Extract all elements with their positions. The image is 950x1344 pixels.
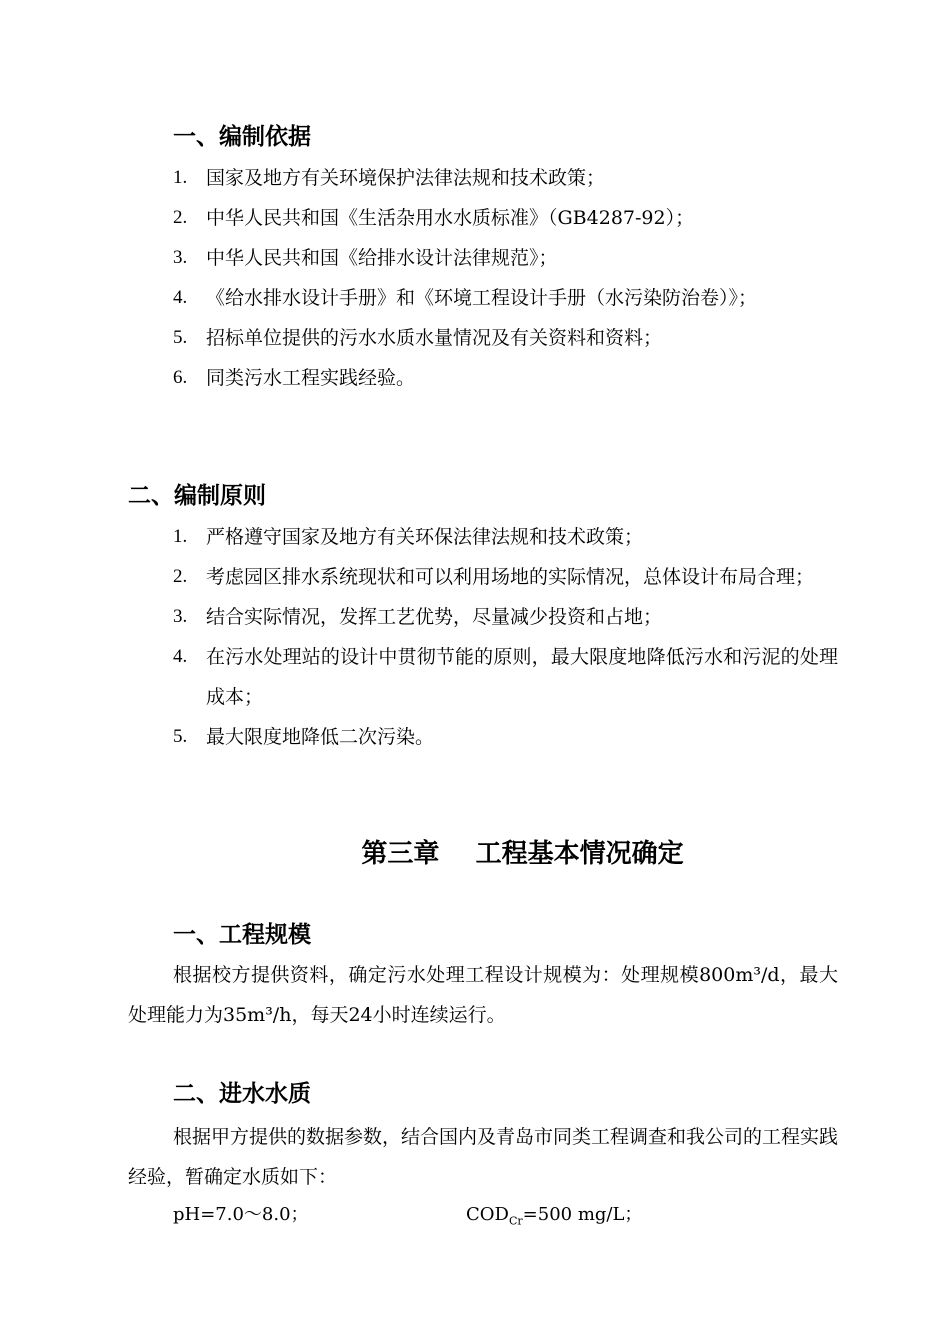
cod-label: COD: [466, 1204, 509, 1225]
scale-paragraph: 根据校方提供资料，确定污水处理工程设计规模为：处理规模800m³/d，最大处理能力为35m³/h，每天24小时连续运行。: [128, 964, 838, 1026]
section-heading-scale: 一、工程规模: [173, 922, 311, 948]
water-quality-paragraph: 根据甲方提供的数据参数，结合国内及青岛市同类工程调查和我公司的工程实践经验，暂确定水质如下：: [128, 1126, 839, 1188]
list-text: 在污水处理站的设计中贯彻节能的原则，最大限度地降低污水和污泥的处理成本；: [206, 646, 838, 708]
cod-number: =500 mg/L；: [522, 1204, 643, 1225]
list-number: 2.: [173, 207, 188, 228]
section-heading-water-quality: 二、进水水质: [173, 1081, 311, 1107]
list-item: [173, 717, 838, 757]
list-text: 招标单位提供的污水水质水量情况及有关资料和资料；: [206, 327, 663, 349]
section-heading-basis: 一、编制依据: [173, 124, 311, 150]
list-item: [173, 637, 838, 717]
chapter-title: 第三章 工程基本情况确定: [361, 839, 684, 869]
list-item: [173, 198, 838, 238]
list-text: 同类污水工程实践经验。: [206, 367, 416, 389]
list-number: 1.: [173, 526, 188, 547]
list-number: 2.: [173, 566, 188, 587]
list-item: [173, 278, 838, 318]
principles-list: [173, 517, 838, 757]
list-number: 1.: [173, 167, 188, 188]
list-text: 国家及地方有关环境保护法律法规和技术政策；: [206, 167, 606, 189]
list-item: [173, 517, 838, 557]
ph-value: pH=7.0～8.0；: [173, 1204, 309, 1225]
list-number: 3.: [173, 606, 188, 627]
list-number: 3.: [173, 247, 188, 268]
list-number: 6.: [173, 367, 188, 388]
cod-value: [466, 1200, 642, 1237]
basis-list: [173, 158, 838, 398]
list-number: 5.: [173, 327, 188, 348]
list-text: 《给水排水设计手册》和《环境工程设计手册（水污染防治卷）》；: [206, 287, 758, 309]
list-text: 中华人民共和国《生活杂用水水质标准》（GB4287-92）；: [206, 207, 695, 229]
list-number: 4.: [173, 287, 188, 308]
list-item: [173, 358, 838, 398]
list-text: 最大限度地降低二次污染。: [206, 726, 435, 748]
list-text: 严格遵守国家及地方有关环保法律法规和技术政策；: [206, 526, 644, 548]
cod-subscript: Cr: [508, 1214, 523, 1228]
section-heading-principles: 二、编制原则: [128, 483, 266, 509]
list-number: 5.: [173, 726, 188, 747]
list-item: [173, 158, 838, 198]
list-text: 考虑园区排水系统现状和可以利用场地的实际情况，总体设计布局合理；: [206, 566, 815, 588]
list-text: 结合实际情况，发挥工艺优势，尽量减少投资和占地；: [206, 606, 663, 628]
list-item: [173, 597, 838, 637]
list-item: [173, 318, 838, 358]
list-item: [173, 557, 838, 597]
list-item: [173, 238, 838, 278]
list-number: 4.: [173, 646, 188, 667]
list-text: 中华人民共和国《给排水设计法律规范》；: [206, 247, 558, 269]
